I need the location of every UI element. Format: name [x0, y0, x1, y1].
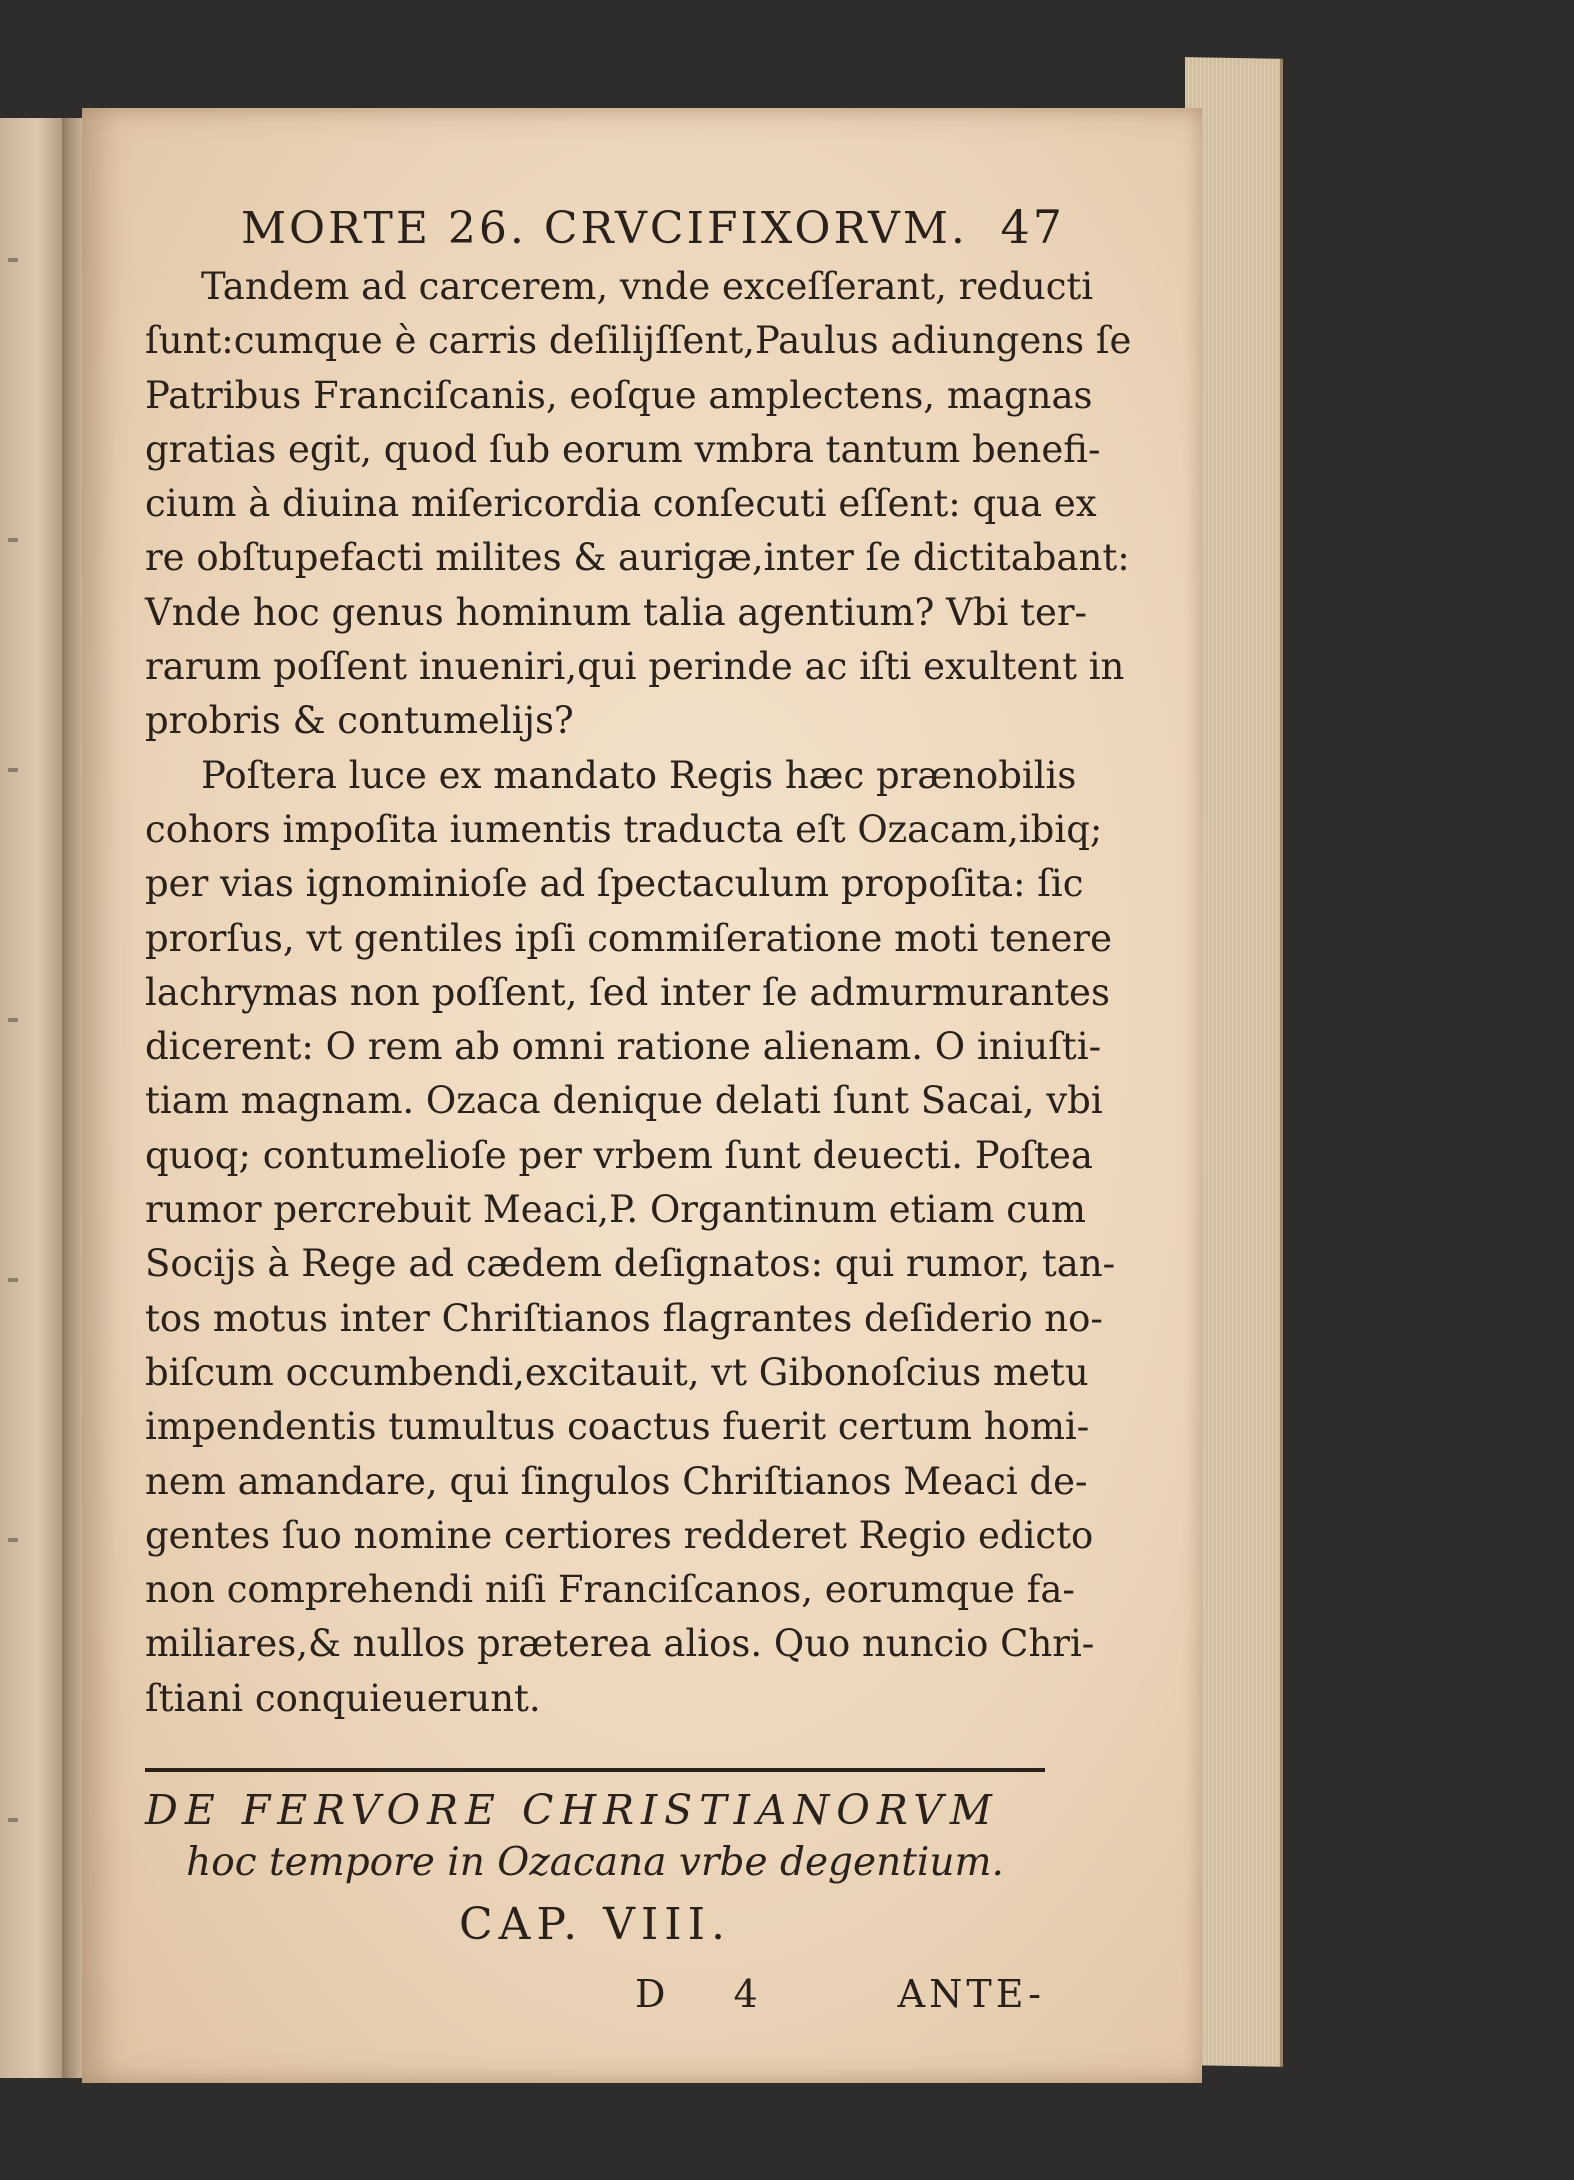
- text-line: ſtiani conquieuerunt.: [145, 1676, 541, 1720]
- text-line: Tandem ad carcerem, vnde exceſſerant, reducti: [201, 265, 1094, 308]
- facing-page-fragment: [8, 1818, 18, 1822]
- running-head: [145, 200, 1065, 254]
- text-line: re obſtupefacti milites & aurigæ,inter ſe dictitabant:: [145, 536, 1130, 580]
- text-line: gentes ſuo nomine certiores redderet Regio edicto: [145, 1513, 1094, 1557]
- page-footer: [145, 1972, 1045, 2016]
- book-gutter: [62, 118, 82, 2078]
- text-line: tos motus inter Chriſtianos flagrantes deſiderio no-: [145, 1296, 1103, 1340]
- text-line: lachrymas non poſſent, ſed inter ſe admurmurantes: [145, 970, 1110, 1014]
- text-line: dicerent: O rem ab omni ratione alienam. O iniuſti-: [145, 1025, 1102, 1069]
- text-line: per vias ignominioſe ad ſpectaculum propoſita: ſic: [145, 862, 1084, 906]
- page-text: [145, 200, 1132, 2017]
- catchword: ANTE-: [897, 1972, 1045, 2017]
- text-line: rumor percrebuit Meaci,P. Organtinum etiam cum: [145, 1188, 1086, 1232]
- text-line: cium à diuina miſericordia conſecuti eſſent: qua ex: [145, 482, 1097, 526]
- text-line: Vnde hoc genus hominum talia agentium? Vbi ter-: [145, 590, 1088, 634]
- text-line: biſcum occumbendi,excitauit, vt Gibonoſcius metu: [145, 1350, 1089, 1394]
- text-line: impendentis tumultus coactus fuerit certum homi-: [145, 1405, 1090, 1449]
- text-line: nem amandare, qui ſingulos Chriſtianos Meaci de-: [145, 1459, 1088, 1503]
- chapter-subheading: hoc tempore in Ozacana vrbe degentium.: [186, 1840, 1004, 1886]
- text-line: rarum poſſent inueniri,qui perinde ac iſti exultent in: [145, 645, 1125, 689]
- text-line: Patribus Franciſcanis, eoſque amplectens, magnas: [145, 373, 1093, 417]
- text-line: Socijs à Rege ad cædem deſignatos: qui rumor, tan-: [145, 1242, 1116, 1286]
- page-number: 47: [1000, 200, 1065, 254]
- facing-page-fragment: [8, 1018, 18, 1022]
- text-line: probris & contumelijs?: [145, 699, 574, 743]
- text-line: quoq; contumelioſe per vrbem ſunt deuecti. Poſtea: [145, 1133, 1093, 1177]
- facing-page-fragment: [8, 768, 18, 772]
- text-line: Poſtera luce ex mandato Regis hæc prænobilis: [201, 753, 1077, 797]
- body-text: [145, 260, 1132, 1726]
- signature-mark: D 4: [635, 1972, 786, 2017]
- text-line: cohors impoſita iumentis traducta eſt Ozacam,ibiq;: [145, 807, 1103, 851]
- text-line: gratias egit, quod ſub eorum vmbra tantum benefi-: [145, 427, 1101, 471]
- facing-page-fragment: [8, 1278, 18, 1282]
- chapter-divider-rule: [145, 1768, 1045, 1772]
- text-line: miliares,& nullos præterea alios. Quo nuncio Chri-: [145, 1622, 1095, 1666]
- chapter-heading: DE FERVORE CHRISTIANORVM: [145, 1786, 999, 1835]
- facing-page-fragment: [8, 1538, 18, 1542]
- chapter-number: CAP. VIII.: [458, 1899, 731, 1951]
- text-line: ſunt:cumque è carris deſilijſſent,Paulus adiungens ſe: [145, 319, 1132, 363]
- text-line: non comprehendi niſi Franciſcanos, eorumque fa-: [145, 1568, 1075, 1612]
- running-head-title: MORTE 26. CRVCIFIXORVM.: [241, 203, 968, 254]
- facing-page-edge: [0, 118, 64, 2078]
- facing-page-fragment: [8, 258, 18, 262]
- facing-page-fragment: [8, 538, 18, 542]
- text-line: tiam magnam. Ozaca denique delati ſunt Sacai, vbi: [145, 1079, 1103, 1123]
- text-line: prorſus, vt gentiles ipſi commiſeratione moti tenere: [145, 916, 1113, 960]
